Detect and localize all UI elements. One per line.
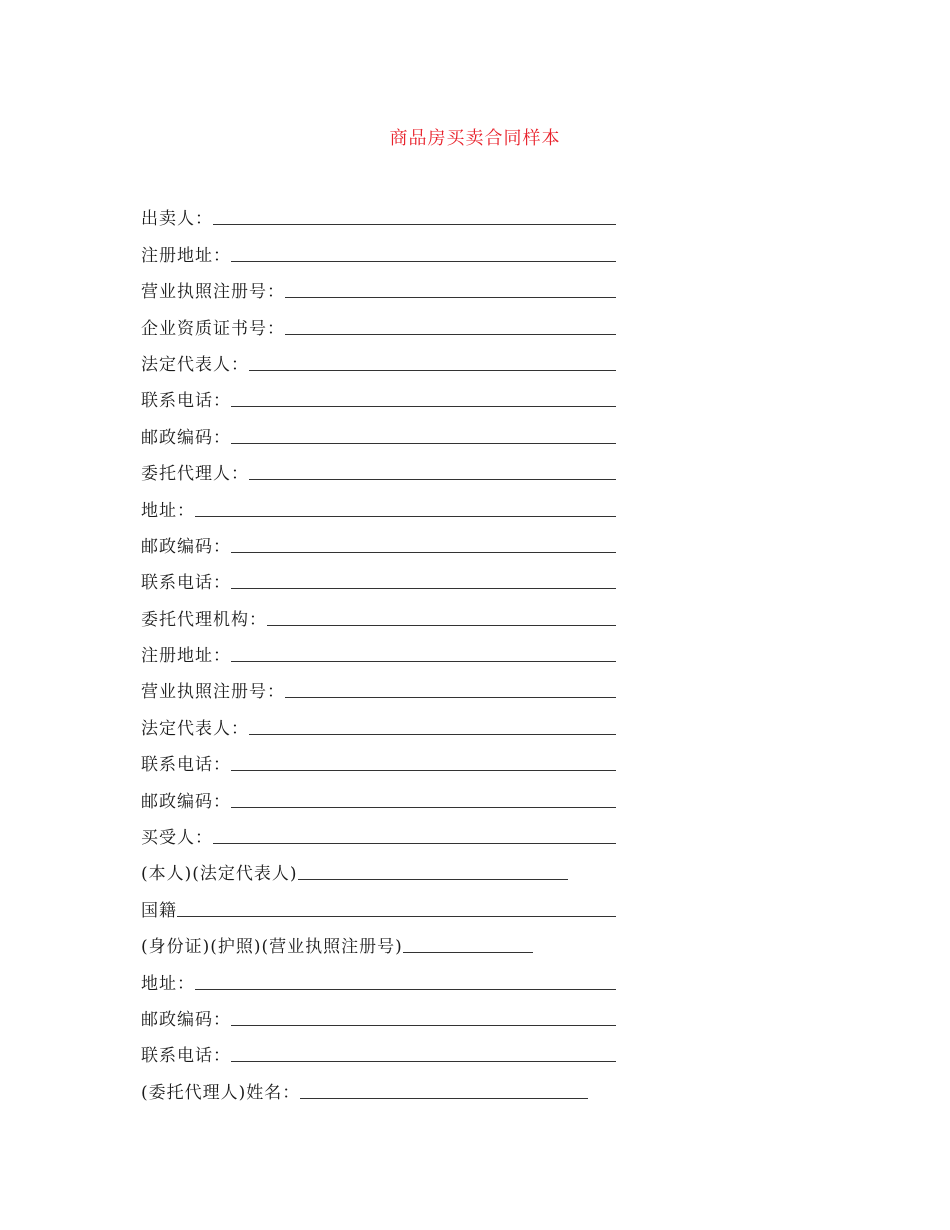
field-buyer bbox=[141, 813, 616, 849]
field-buyer-id-number bbox=[141, 922, 616, 958]
field-buyer-phone bbox=[141, 1031, 616, 1067]
field-seller-registered-address bbox=[141, 230, 616, 266]
blank-line[interactable] bbox=[249, 734, 616, 735]
field-label: 注册地址： bbox=[141, 245, 231, 266]
field-label: (委托代理人)姓名： bbox=[141, 1082, 301, 1103]
field-agency-legal-rep bbox=[141, 703, 616, 739]
field-label: (本人)(法定代表人) bbox=[141, 864, 298, 885]
blank-line[interactable] bbox=[231, 661, 616, 662]
blank-line[interactable] bbox=[195, 516, 616, 517]
field-label: 邮政编码： bbox=[141, 536, 231, 557]
field-label: 联系电话： bbox=[141, 1046, 231, 1067]
field-label: 营业执照注册号： bbox=[141, 282, 285, 303]
field-seller-agent-address bbox=[141, 485, 616, 521]
blank-line[interactable] bbox=[285, 334, 616, 335]
blank-line[interactable] bbox=[231, 1061, 616, 1062]
field-seller-postcode bbox=[141, 412, 616, 448]
blank-line[interactable] bbox=[231, 552, 616, 553]
field-seller bbox=[141, 194, 616, 230]
field-buyer-agent-name bbox=[141, 1067, 616, 1103]
field-seller-phone bbox=[141, 376, 616, 412]
blank-line[interactable] bbox=[267, 625, 616, 626]
field-seller-qualification-cert bbox=[141, 303, 616, 339]
field-label: 注册地址： bbox=[141, 646, 231, 667]
blank-line[interactable] bbox=[231, 807, 616, 808]
field-label: 买受人： bbox=[141, 828, 213, 849]
party-info-fields bbox=[141, 194, 616, 1104]
blank-line[interactable] bbox=[298, 879, 568, 880]
field-label: 地址： bbox=[141, 500, 195, 521]
blank-line[interactable] bbox=[231, 443, 616, 444]
blank-line[interactable] bbox=[213, 843, 616, 844]
field-buyer-postcode bbox=[141, 995, 616, 1031]
field-label: 联系电话： bbox=[141, 573, 231, 594]
blank-line[interactable] bbox=[249, 370, 616, 371]
blank-line[interactable] bbox=[195, 989, 616, 990]
field-label: 邮政编码： bbox=[141, 427, 231, 448]
blank-line[interactable] bbox=[213, 224, 616, 225]
field-label: 邮政编码： bbox=[141, 1009, 231, 1030]
field-label: 出卖人： bbox=[141, 209, 213, 230]
field-seller-agent-phone bbox=[141, 558, 616, 594]
blank-line[interactable] bbox=[231, 261, 616, 262]
field-buyer-address bbox=[141, 958, 616, 994]
blank-line[interactable] bbox=[231, 770, 616, 771]
field-label: 企业资质证书号： bbox=[141, 318, 285, 339]
blank-line[interactable] bbox=[231, 406, 616, 407]
field-buyer-self-or-legal-rep bbox=[141, 849, 616, 885]
blank-line[interactable] bbox=[403, 952, 533, 953]
field-label: 联系电话： bbox=[141, 391, 231, 412]
field-label: 法定代表人： bbox=[141, 718, 249, 739]
field-label: 营业执照注册号： bbox=[141, 682, 285, 703]
field-seller-agent-postcode bbox=[141, 522, 616, 558]
field-agency-postcode bbox=[141, 776, 616, 812]
field-seller-agent bbox=[141, 449, 616, 485]
blank-line[interactable] bbox=[285, 697, 616, 698]
blank-line[interactable] bbox=[231, 1025, 616, 1026]
field-label: 邮政编码： bbox=[141, 791, 231, 812]
field-label: 地址： bbox=[141, 973, 195, 994]
field-label: 国籍 bbox=[141, 900, 177, 921]
field-agency bbox=[141, 594, 616, 630]
field-label: 委托代理人： bbox=[141, 464, 249, 485]
document-title: 商品房买卖合同样本 bbox=[389, 128, 561, 149]
field-buyer-nationality bbox=[141, 885, 616, 921]
blank-line[interactable] bbox=[285, 297, 616, 298]
field-seller-legal-rep bbox=[141, 340, 616, 376]
blank-line[interactable] bbox=[231, 588, 616, 589]
blank-line[interactable] bbox=[249, 479, 616, 480]
field-agency-phone bbox=[141, 740, 616, 776]
blank-line[interactable] bbox=[300, 1098, 588, 1099]
blank-line[interactable] bbox=[177, 916, 616, 917]
field-label: 法定代表人： bbox=[141, 354, 249, 375]
field-label: (身份证)(护照)(营业执照注册号) bbox=[141, 937, 403, 958]
field-label: 联系电话： bbox=[141, 755, 231, 776]
field-seller-business-license bbox=[141, 267, 616, 303]
field-label: 委托代理机构： bbox=[141, 609, 267, 630]
field-agency-business-license bbox=[141, 667, 616, 703]
field-agency-registered-address bbox=[141, 631, 616, 667]
